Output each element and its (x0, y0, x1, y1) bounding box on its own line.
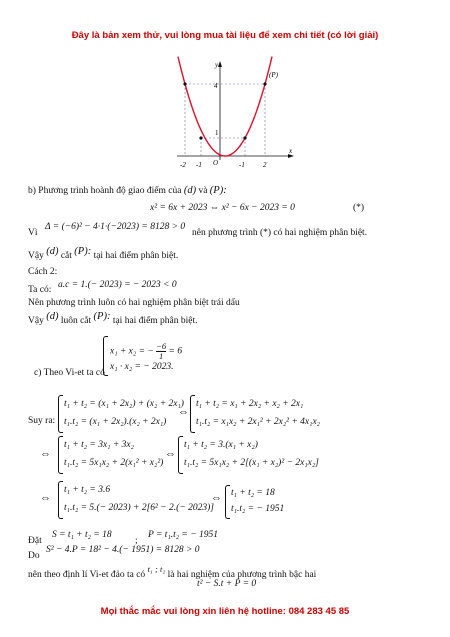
page-footer: Mọi thắc mắc vui lòng xin liên hệ hotline: 084 283 45 85 (100, 606, 350, 617)
system3-sum-result: t₁ + t₂ = 18 (231, 488, 275, 498)
delta-expression: Δ = (−6)² − 4·1·(−2023) = 8128 > 0 (45, 222, 186, 232)
x-axis-label: x (289, 147, 293, 155)
viet-sum-right: = 6 (168, 346, 183, 357)
equiv-arrow-1: ⇔ (178, 406, 189, 418)
viet-product: x₁ · x₂ = − 2023. (110, 362, 174, 372)
viet-sum-left: x₁ + x₂ = − (110, 346, 154, 357)
cut-word: cắt (60, 251, 72, 261)
ac-product: a.c = 1.(− 2023) = − 2023 < 0 (58, 280, 177, 290)
section-c-intro: c) Theo Vi-et ta có (34, 368, 105, 378)
parabola-p-1: (P): (74, 246, 92, 257)
vieta-converse-text: nên theo định lí Vi-et đảo ta có (28, 570, 146, 580)
system2-right-brace (178, 436, 183, 474)
equiv-arrow-3: ⇔ (165, 448, 176, 460)
vieta-converse-tail: là hai nghiệm của phương trình bậc hai (167, 570, 317, 580)
viet-fraction (156, 342, 166, 361)
s-p-discriminant: S² − 4.P = 18² − 4.(− 1951) = 8128 > 0 (46, 545, 200, 555)
system2-product: t₁.t₂ = 5x₁x₂ + 2(x₁² + x₂²) (64, 458, 164, 468)
point-2-4 (263, 82, 266, 85)
conclusion-1 (28, 246, 179, 261)
word-and: và (198, 186, 208, 196)
system1-product: t₁.t₂ = (x₁ + 2x₂).(x₂ + 2x₁) (64, 417, 167, 427)
line-d: (d) (183, 185, 197, 196)
equiv-arrow-5: ⇔ (211, 492, 222, 504)
parabola-graph (165, 55, 300, 170)
section-b-intro-line (28, 185, 227, 196)
vay-label-2: Vậy (28, 316, 44, 326)
system2-left-brace (58, 436, 63, 474)
vieta-converse-line (28, 564, 317, 580)
always-cut-word: luôn cắt (60, 316, 92, 326)
parabola-p-2: (P): (93, 311, 111, 322)
x-tick-1: -1 (239, 161, 245, 169)
sp-separator: ; (135, 536, 138, 546)
final-quadratic: t² − S.t + P = 0 (197, 579, 257, 589)
system2-sum-factored: t₁ + t₂ = 3.(x₁ + x₂) (184, 440, 258, 450)
x-tick-neg1: -1 (196, 161, 202, 169)
fraction-denominator: 1 (159, 351, 164, 361)
conclusion-tail-2: tại hai điểm phân biệt. (112, 316, 198, 326)
equation-star: (*) (353, 203, 365, 213)
system1-right-brace (190, 395, 195, 433)
point-1-1 (243, 136, 246, 139)
system3-sum: t₁ + t₂ = 3.6 (64, 485, 111, 495)
line-d-1: (d) (46, 246, 59, 257)
y-tick-1: 1 (215, 129, 219, 137)
viet-sum (110, 342, 182, 361)
line-d-2: (d) (46, 311, 59, 322)
conclusion-tail-1: tại hai điểm phân biệt. (93, 251, 179, 261)
y-axis-label: y (215, 61, 219, 69)
delta-conclusion: nên phương trình (*) có hai nghiệm phân biệt. (192, 228, 368, 238)
t1-t2-label: t₁ ; t₂ (147, 564, 166, 574)
s-definition: S = t₁ + t₂ = 18 (52, 530, 112, 540)
system3-left-brace (58, 481, 63, 519)
system1-product-expanded: t₁.t₂ = x₁x₂ + 2x₁² + 2x₂² + 4x₁x₂ (196, 417, 320, 427)
system2-sum: t₁ + t₂ = 3x₁ + 3x₂ (64, 440, 134, 450)
system2-product-factored: t₁.t₂ = 5x₁x₂ + 2[(x₁ + x₂)² − 2x₁x₂] (184, 458, 319, 468)
do-label: Do (28, 551, 40, 561)
ta-co-label: Ta có: (28, 285, 52, 295)
x-tick-neg2: -2 (180, 161, 186, 169)
system3-product: t₁.t₂ = 5.(− 2023) + 2[6² − 2.(− 2023)] (64, 503, 214, 513)
opposite-sign-note: Nên phương trình luôn có hai nghiệm phân biệt trái dấu (28, 298, 240, 308)
page-header: Đây là bản xem thử, vui lòng mua tài liệu để xem chi tiết (có lời giải) (71, 30, 379, 41)
point-neg2-4 (183, 82, 186, 85)
y-tick-4: 4 (214, 82, 218, 90)
equiv-arrow-4: ⇔ (40, 492, 51, 504)
parabola-p: (P): (209, 185, 227, 196)
vi-label: Vì (28, 228, 38, 238)
parabola-curve (178, 57, 272, 156)
system1-sum-expanded: t₁ + t₂ = x₁ + 2x₂ + x₂ + 2x₁ (196, 399, 304, 409)
x-tick-2: 2 (263, 161, 267, 169)
system1-sum: t₁ + t₂ = (x₁ + 2x₂) + (x₂ + 2x₁) (64, 399, 184, 409)
system3-right-brace (225, 485, 230, 519)
point-neg1-1 (199, 136, 202, 139)
system3-product-result: t₁.t₂ = − 1951 (231, 504, 285, 514)
origin-label: O (213, 159, 219, 167)
curve-label: (P) (269, 71, 278, 79)
equiv-arrow-2: ⇔ (40, 448, 51, 460)
suy-ra-label: Suy ra: (28, 416, 56, 426)
section-b-intro: b) Phương trình hoành độ giao điểm của (28, 186, 182, 196)
system1-left-brace (58, 395, 63, 433)
conclusion-2 (28, 311, 198, 326)
vay-label-1: Vậy (28, 251, 44, 261)
method-2-heading: Cách 2: (28, 267, 58, 277)
p-definition: P = t₁.t₂ = − 1951 (148, 530, 218, 540)
intersection-equation: x² = 6x + 2023 ⇔ x² − 6x − 2023 = 0 (150, 203, 295, 213)
fraction-numerator: −6 (156, 341, 167, 351)
y-axis-arrow (218, 61, 222, 67)
dat-label: Đặt (28, 536, 42, 546)
